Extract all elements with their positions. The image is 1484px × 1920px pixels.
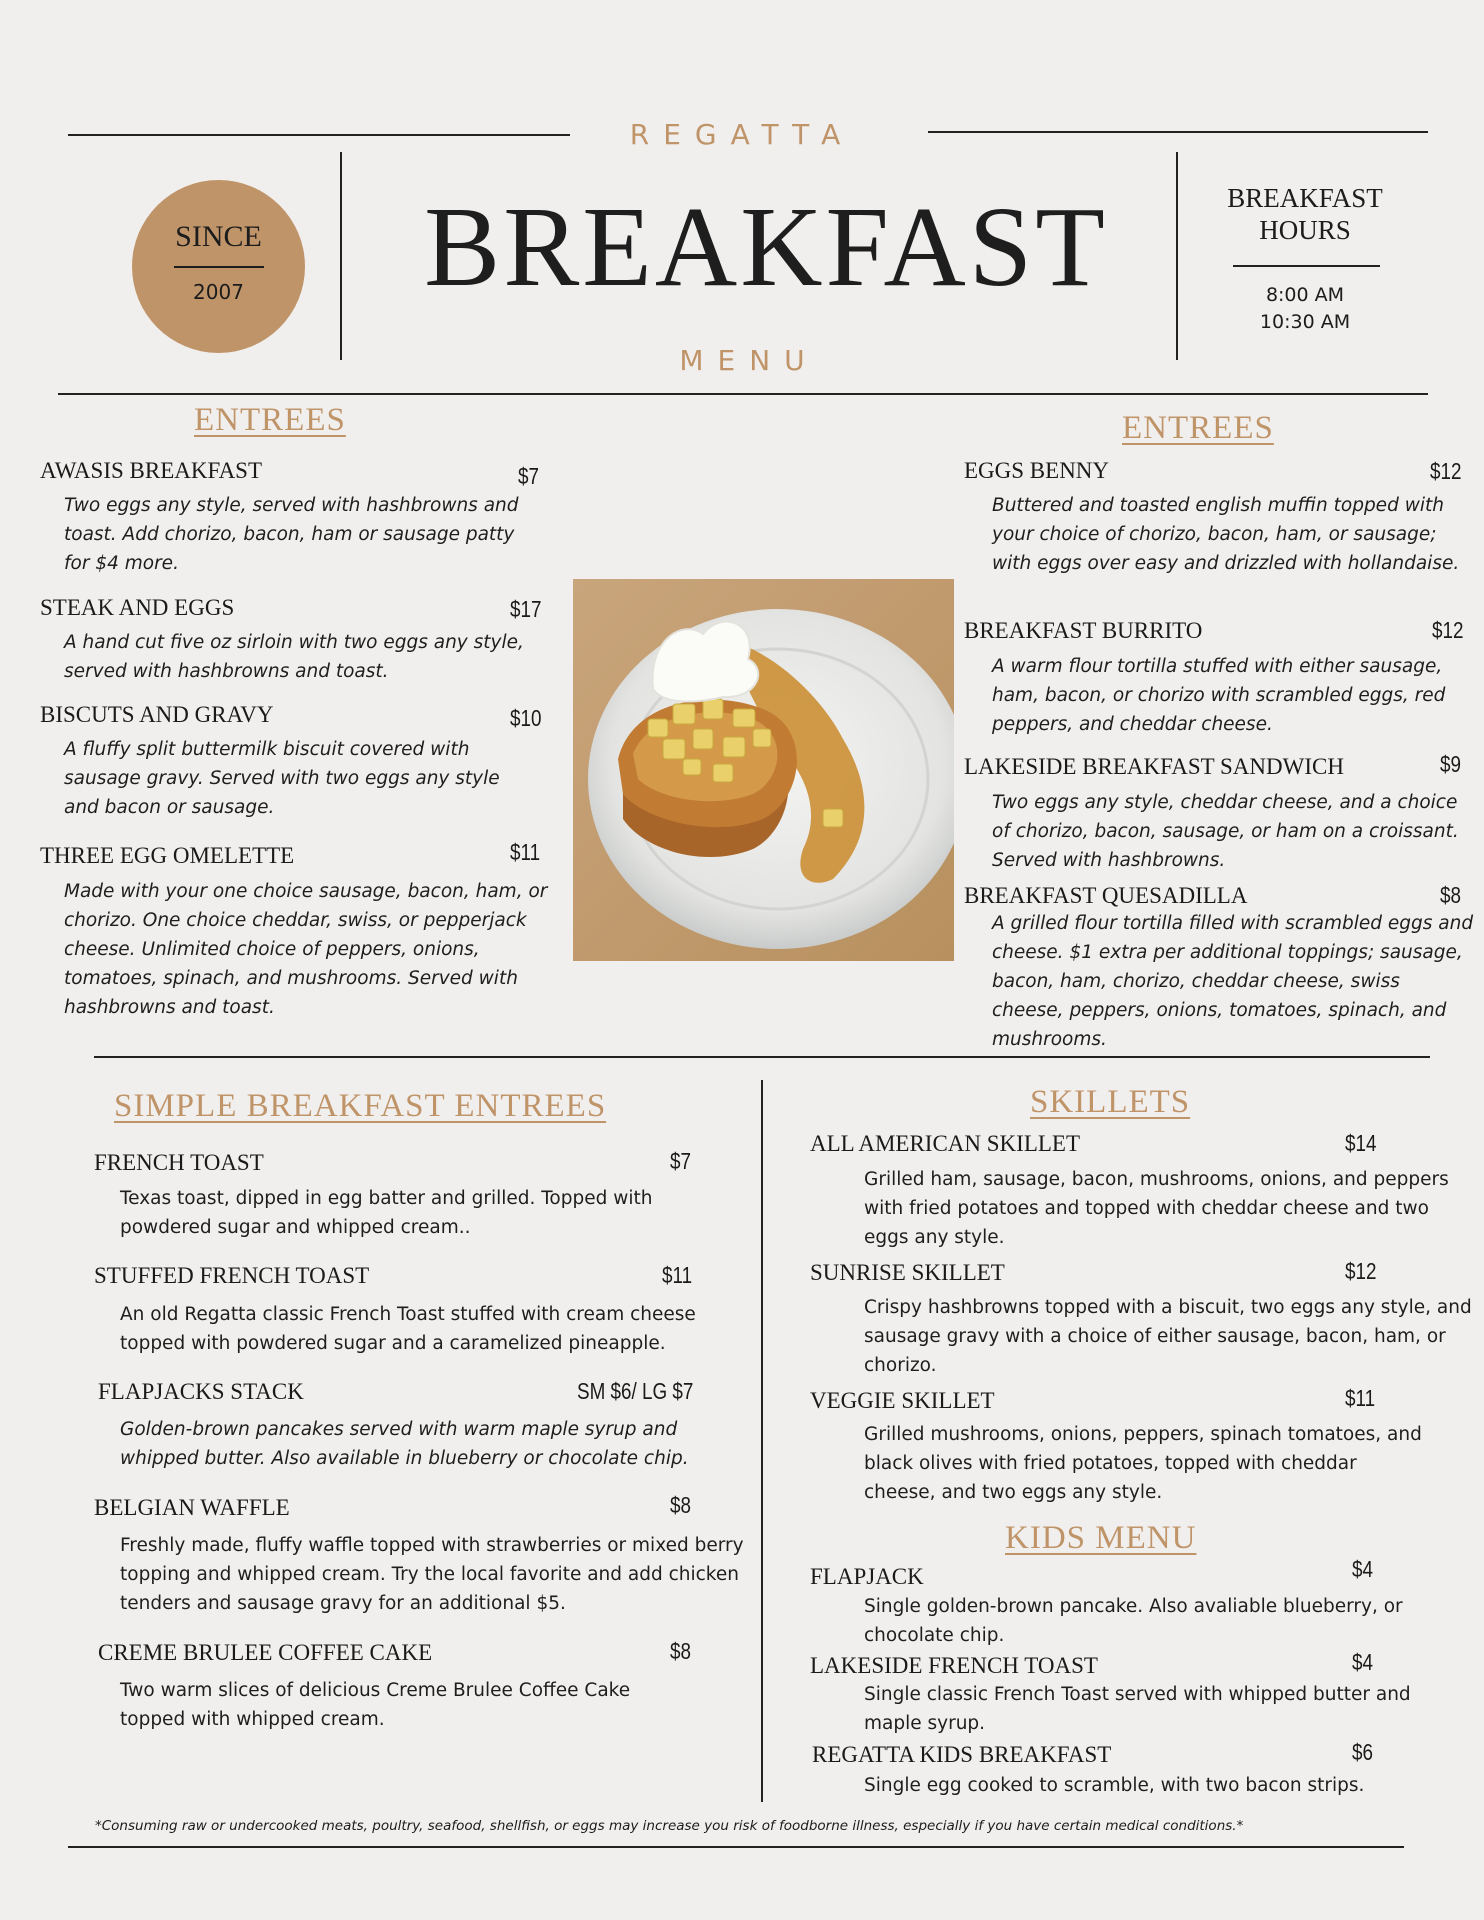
menu-item-price: $8: [670, 1492, 691, 1518]
menu-item-desc: An old Regatta classic French Toast stuffed with cream cheese topped with powdered sugar and a caramelized pineapple.: [120, 1304, 696, 1354]
header-vrule-left: [340, 152, 342, 360]
menu-item-name: LAKESIDE FRENCH TOAST: [810, 1653, 1098, 1678]
food-image-icon: [573, 579, 954, 961]
menu-item-desc: Golden-brown pancakes served with warm maple syrup and whipped butter. Also available in blueberry or chocolate chip.: [120, 1419, 689, 1469]
menu-item-desc: Two eggs any style, served with hashbrowns and toast. Add chorizo, bacon, ham or sausage patty for $4 more.: [64, 495, 519, 574]
menu-item-price: $11: [510, 839, 541, 865]
menu-item-desc: Single classic French Toast served with whipped butter and maple syrup.: [864, 1684, 1411, 1734]
simple-entrees-heading: SIMPLE BREAKFAST ENTREES: [114, 1088, 607, 1124]
badge-since: SINCE: [175, 220, 262, 253]
menu-item-name: FLAPJACK: [810, 1564, 924, 1589]
brand-name: REGATTA: [629, 118, 855, 151]
menu-item-price: SM $6/ LG $7: [577, 1378, 694, 1404]
menu-item-desc: Grilled mushrooms, onions, peppers, spinach tomatoes, and black olives with fried potatoes, topped with cheddar cheese, and two eggs any style.: [864, 1424, 1422, 1503]
menu-item-price: $7: [670, 1148, 691, 1174]
menu-item-desc: Made with your one choice sausage, bacon, ham, or chorizo. One choice cheddar, swiss, or pepperjack cheese. Unlimited choice of peppers, onions, tomatoes, spinach, and mushrooms. Served with hashbrowns and toast.: [64, 881, 548, 1018]
menu-subtitle: MENU: [679, 344, 819, 377]
menu-item-desc: A warm flour tortilla stuffed with either sausage, ham, bacon, or chorizo with scrambled eggs, red peppers, and cheddar cheese.: [992, 656, 1446, 735]
menu-item-price: $12: [1345, 1258, 1377, 1284]
menu-item-desc: Single golden-brown pancake. Also avaliable blueberry, or chocolate chip.: [864, 1596, 1403, 1646]
menu-item-desc: Crispy hashbrowns topped with a biscuit, two eggs any style, and sausage gravy with a choice of either sausage, bacon, ham, or chorizo.: [864, 1297, 1472, 1376]
menu-item-name: BREAKFAST BURRITO: [964, 618, 1203, 643]
left-entrees-heading: ENTREES: [194, 402, 346, 438]
menu-item-price: $4: [1352, 1649, 1373, 1675]
header-vrule-right: [1176, 152, 1178, 360]
menu-item-desc: A grilled flour tortilla filled with scrambled eggs and cheese. $1 extra per additional toppings; sausage, bacon, ham, chorizo, cheddar cheese, swiss cheese, peppers, onions, tomatoes, spinach, and mushrooms.: [992, 913, 1474, 1050]
right-entrees-heading: ENTREES: [1122, 410, 1274, 446]
menu-item-name: ALL AMERICAN SKILLET: [810, 1131, 1081, 1156]
menu-item-name: EGGS BENNY: [964, 458, 1110, 483]
column-divider: [761, 1080, 763, 1802]
menu-item-price: $14: [1345, 1130, 1377, 1156]
menu-item-desc: Single egg cooked to scramble, with two bacon strips.: [864, 1775, 1365, 1796]
menu-item-desc: Texas toast, dipped in egg batter and grilled. Topped with powdered sugar and whipped cream..: [120, 1188, 653, 1238]
menu-item-price: $11: [662, 1262, 693, 1288]
menu-item-price: $11: [1345, 1385, 1376, 1411]
menu-item-desc: Two eggs any style, cheddar cheese, and a choice of chorizo, bacon, sausage, or ham on a croissant. Served with hashbrowns.: [992, 792, 1459, 871]
menu-item-name: BISCUTS AND GRAVY: [40, 702, 274, 727]
kids-menu-heading: KIDS MENU: [1005, 1520, 1197, 1556]
menu-item-name: STUFFED FRENCH TOAST: [94, 1263, 370, 1288]
skillets-heading: SKILLETS: [1030, 1084, 1191, 1120]
menu-item-name: BELGIAN WAFFLE: [94, 1495, 290, 1520]
badge-year: 2007: [193, 280, 244, 304]
menu-item-desc: A fluffy split buttermilk biscuit covered with sausage gravy. Served with two eggs any style and bacon or sausage.: [64, 739, 500, 818]
footer-rule: [68, 1846, 1404, 1848]
menu-item-desc: Freshly made, fluffy waffle topped with strawberries or mixed berry topping and whipped cream. Try the local favorite and add chicken tenders and sausage gravy for an additional $5.: [120, 1535, 744, 1614]
menu-item-name: REGATTA KIDS BREAKFAST: [812, 1742, 1112, 1767]
raw-food-disclaimer: *Consuming raw or undercooked meats, poultry, seafood, shellfish, or eggs may increase you risk of foodborne illness, especially if you have certain medical conditions.*: [95, 1818, 1244, 1834]
menu-item-price: $17: [510, 596, 542, 622]
menu-item-desc: Grilled ham, sausage, bacon, mushrooms, onions, and peppers with fried potatoes and topped with cheddar cheese and two eggs any style.: [864, 1169, 1449, 1248]
menu-item-name: BREAKFAST QUESADILLA: [964, 883, 1248, 908]
menu-item-name: THREE EGG OMELETTE: [40, 843, 295, 868]
hours-divider: [1233, 265, 1380, 267]
menu-item-price: $9: [1440, 751, 1461, 777]
hours-open: 8:00 AM: [1265, 284, 1345, 306]
menu-item-price: $8: [1440, 882, 1461, 908]
menu-item-name: LAKESIDE BREAKFAST SANDWICH: [964, 754, 1344, 779]
menu-item-name: FRENCH TOAST: [94, 1150, 264, 1175]
menu-item-name: CREME BRULEE COFFEE CAKE: [98, 1640, 433, 1665]
hours-title: BREAKFAST HOURS: [1227, 183, 1383, 245]
menu-item-price: $4: [1352, 1556, 1373, 1582]
middle-divider: [94, 1056, 1430, 1058]
menu-item-price: $6: [1352, 1739, 1373, 1765]
menu-item-desc: A hand cut five oz sirloin with two eggs any style, served with hashbrowns and toast.: [64, 632, 524, 682]
menu-item-name: FLAPJACKS STACK: [98, 1379, 304, 1404]
menu-item-price: $12: [1430, 458, 1462, 484]
since-badge: [132, 180, 305, 353]
menu-item-price: $8: [670, 1638, 691, 1664]
header-bottom-rule: [58, 393, 1428, 395]
page-title: BREAKFAST: [424, 183, 1108, 310]
menu-item-name: STEAK AND EGGS: [40, 595, 235, 620]
menu-item-price: $7: [518, 463, 539, 489]
menu-item-price: $12: [1432, 617, 1464, 643]
menu-item-price: $10: [510, 705, 542, 731]
french-toast-photo: [573, 579, 954, 961]
menu-item-name: AWASIS BREAKFAST: [40, 458, 263, 483]
hours-close: 10:30 AM: [1259, 311, 1351, 333]
badge-divider: [174, 266, 264, 268]
menu-item-name: VEGGIE SKILLET: [810, 1388, 995, 1413]
menu-item-name: SUNRISE SKILLET: [810, 1260, 1005, 1285]
menu-item-desc: Buttered and toasted english muffin topped with your choice of chorizo, bacon, ham, or sausage; with eggs over easy and drizzled with hollandaise.: [992, 495, 1460, 574]
menu-item-desc: Two warm slices of delicious Creme Brulee Coffee Cake topped with whipped cream.: [120, 1680, 631, 1730]
